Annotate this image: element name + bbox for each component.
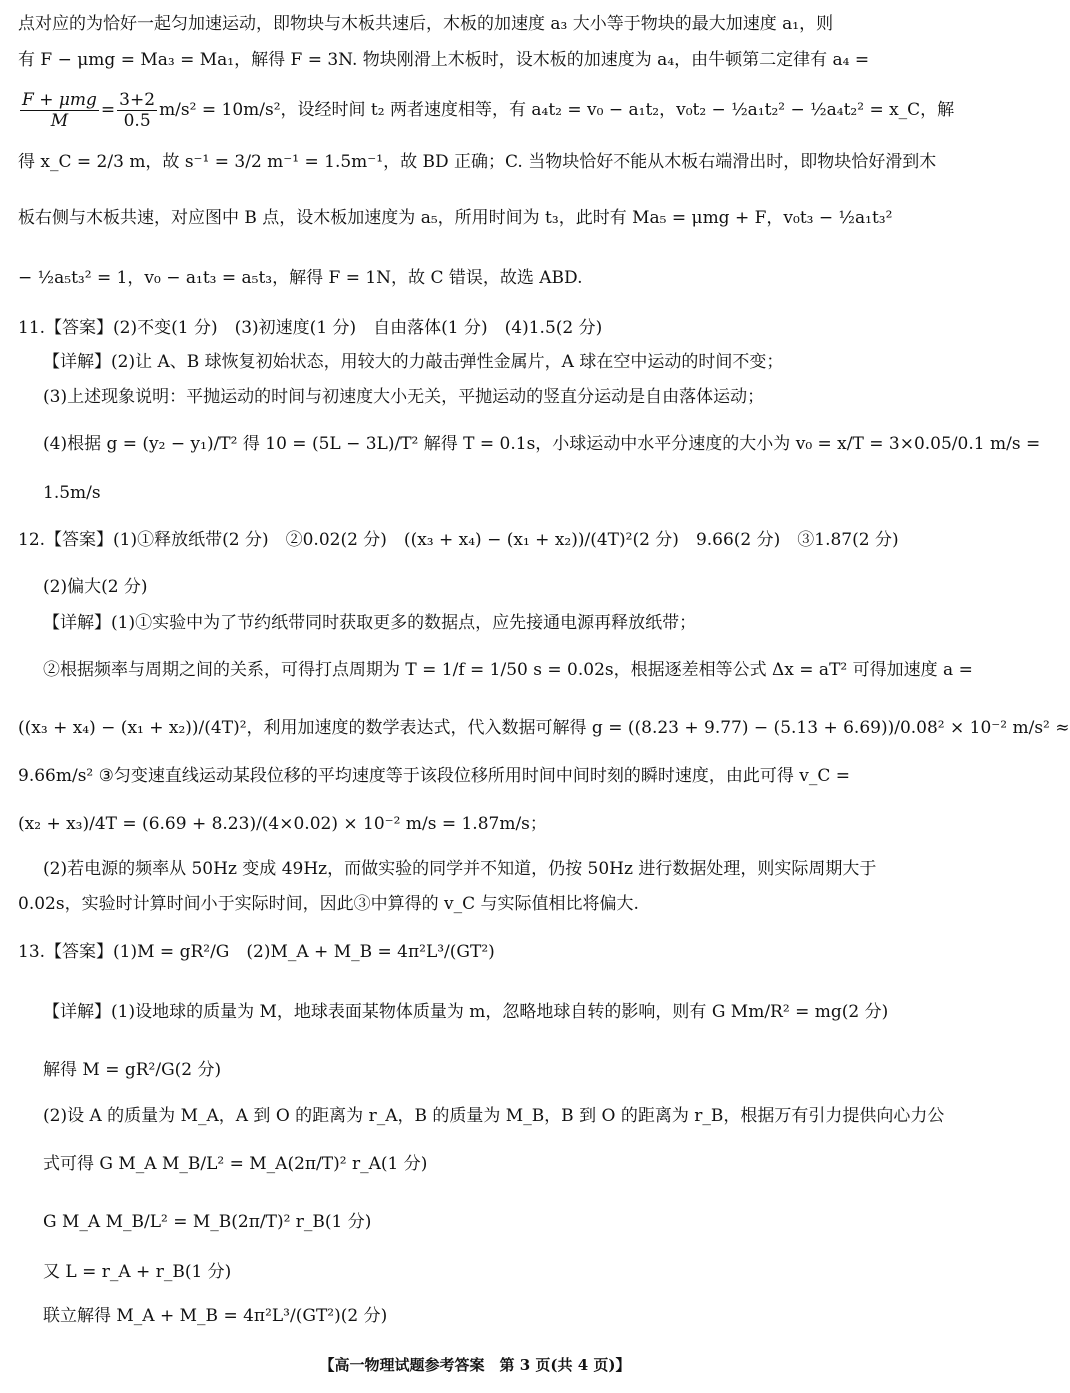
detail-line: ②根据频率与周期之间的关系，可得打点周期为 T = 1/f = 1/50 s = 0.02s，根据逐差相等公式 Δx = aT² 可得加速度 a = [43,660,973,680]
detail-line: 【详解】(1)设地球的质量为 M，地球表面某物体质量为 m，忽略地球自转的影响，则有 G Mm/R² = mg(2 分) [43,1002,889,1022]
detail-line: 【详解】(1)①实验中为了节约纸带同时获取更多的数据点，应先接通电源再释放纸带； [43,613,697,633]
detail-line: 0.02s，实验时计算时间小于实际时间，因此③中算得的 v_C 与实际值相比将偏大. [18,894,639,914]
text-line: 板右侧与木板共速，对应图中 B 点，设木板加速度为 a₅，所用时间为 t₃，此时有 Ma₅ = μmg + F，v₀t₃ − ½a₁t₃² [18,208,893,228]
detail-line: 【详解】(2)让 A、B 球恢复初始状态，用较大的力敲击弹性金属片，A 球在空中运动的时间不变； [43,352,784,372]
text-line: F + μmg M = $\frac{3+2}{0.5}$ m/s² = 10m/s²，设经时间 t₂ 两者速度相等，有 a₄t₂ = v₀ − a₁t₂，v₀t₂ − ½a₁t₂² − ½a₄t₂² = x_C，解 [22,90,955,131]
detail-line: (4)根据 g = (y₂ − y₁)/T² 得 10 = (5L − 3L)/T² 解得 T = 0.1s，小球运动中水平分速度的大小为 v₀ = x/T = 3×0.05/0.1 m/s = [43,434,1041,454]
detail-line: (2)若电源的频率从 50Hz 变成 49Hz，而做实验的同学并不知道，仍按 50Hz 进行数据处理，则实际周期大于 [43,859,877,879]
detail-line: 解得 M = gR²/G(2 分) [43,1060,222,1080]
detail-line: (2)偏大(2 分) [43,577,148,597]
text-segment: m/s² = 10m/s²，设经时间 t₂ 两者速度相等，有 a₄t₂ = v₀ − a₁t₂，v₀t₂ − ½a₁t₂² − ½a₄t₂² = x_C，解 [159,100,955,120]
text-line: − ½a₅t₃² = 1，v₀ − a₁t₃ = a₅t₃，解得 F = 1N，故 C 错误，故选 ABD. [18,268,583,288]
detail-line: (3)上述现象说明：平抛运动的时间与初速度大小无关，平抛运动的竖直分运动是自由落体运动； [43,387,765,407]
detail-line: (x₂ + x₃)/4T = (6.69 + 8.23)/(4×0.02) × 10⁻² m/s = 1.87m/s； [18,814,547,834]
text-line: 点对应的为恰好一起匀加速运动，即物块与木板共速后，木板的加速度 a₃ 大小等于物块的最大加速度 a₁，则 [18,14,834,34]
detail-line: ((x₃ + x₄) − (x₁ + x₂))/(4T)²，利用加速度的数学表达式，代入数据可解得 g = ((8.23 + 9.77) − (5.13 + 6.69))/0.08² × 10⁻² m/s² ≈ [18,718,1070,738]
fraction: F + μmg M [22,90,97,131]
detail-line: 联立解得 M_A + M_B = 4π²L³/(GT²)(2 分) [43,1306,388,1326]
detail-line: 1.5m/s [43,483,101,503]
page-footer: 【高一物理试题参考答案 第 3 页(共 4 页)】 [319,1356,631,1374]
answer-13: 13.【答案】(1)M = gR²/G (2)M_A + M_B = 4π²L³/(GT²) [18,942,495,962]
text-line: 有 F − μmg = Ma₃ = Ma₁，解得 F = 3N. 物块刚滑上木板时，设木板的加速度为 a₄，由牛顿第二定律有 a₄ = [18,50,870,70]
text-line: 得 x_C = 2/3 m，故 s⁻¹ = 3/2 m⁻¹ = 1.5m⁻¹，故 BD 正确；C. 当物块恰好不能从木板右端滑出时，即物块恰好滑到木 [18,152,937,172]
detail-line: 9.66m/s² ③匀变速直线运动某段位移的平均速度等于该段位移所用时间中间时刻的瞬时速度，由此可得 v_C = [18,766,851,786]
fraction: $\frac{3+2}{0.5}$ [119,90,156,131]
detail-line: G M_A M_B/L² = M_B(2π/T)² r_B(1 分) [43,1212,372,1232]
detail-line: (2)设 A 的质量为 M_A，A 到 O 的距离为 r_A，B 的质量为 M_B，B 到 O 的距离为 r_B，根据万有引力提供向心力公 [43,1106,945,1126]
answer-12: 12.【答案】(1)①释放纸带(2 分) ②0.02(2 分) ((x₃ + x₄) − (x₁ + x₂))/(4T)²(2 分) 9.66(2 分) ③1.87(2 分) [18,530,899,550]
detail-line: 式可得 G M_A M_B/L² = M_A(2π/T)² r_A(1 分) [43,1154,428,1174]
answer-11: 11.【答案】(2)不变(1 分) (3)初速度(1 分) 自由落体(1 分) (4)1.5(2 分) [18,318,603,338]
detail-line: 又 L = r_A + r_B(1 分) [43,1262,232,1282]
